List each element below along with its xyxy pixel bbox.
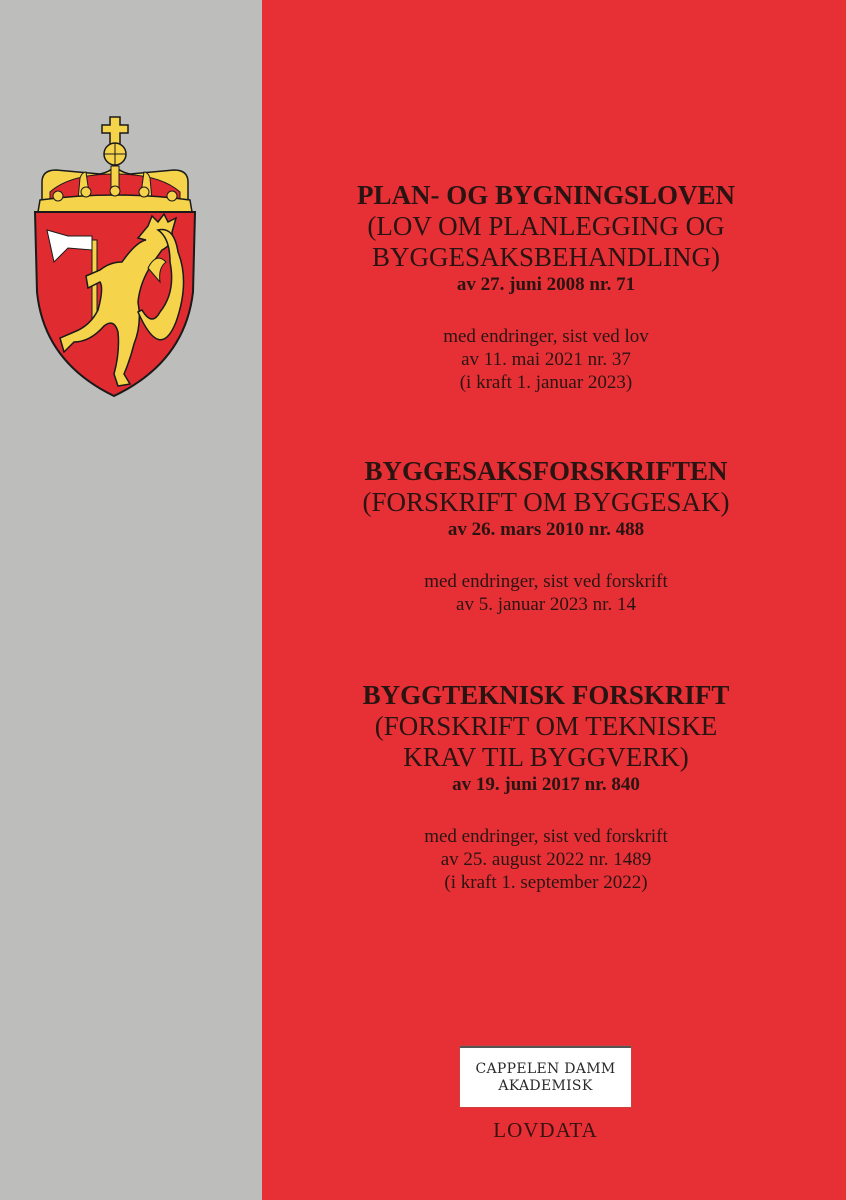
coat-of-arms-icon: [30, 112, 202, 402]
amendment-line: med endringer, sist ved forskrift: [424, 571, 668, 592]
section-title: PLAN- OG BYGNINGSLOVEN: [356, 180, 736, 210]
section-date: av 27. juni 2008 nr. 71: [456, 274, 636, 295]
section-date: av 19. juni 2017 nr. 840: [452, 774, 640, 795]
publisher-name-line: AKADEMISK: [498, 1077, 593, 1094]
section-subtitle-line: (FORSKRIFT OM TEKNISKE: [374, 711, 718, 741]
amendment-line: av 5. januar 2023 nr. 14: [456, 594, 636, 615]
publisher-logo: [460, 1046, 631, 1107]
amendment-line: (i kraft 1. januar 2023): [459, 372, 633, 393]
amendment-line: av 11. mai 2021 nr. 37: [461, 349, 631, 370]
publisher-name-line: CAPPELEN DAMM: [475, 1060, 616, 1077]
section-byggteknisk-forskrift: [300, 680, 792, 894]
amendment-line: (i kraft 1. september 2022): [444, 872, 648, 893]
section-subtitle-line: BYGGESAKSBEHANDLING): [372, 242, 720, 272]
amendment-line: av 25. august 2022 nr. 1489: [440, 849, 652, 870]
imprint-lovdata: LOVDATA: [493, 1118, 598, 1142]
amendment-line: med endringer, sist ved forskrift: [424, 826, 668, 847]
amendment-line: med endringer, sist ved lov: [443, 326, 649, 347]
section-date: av 26. mars 2010 nr. 488: [447, 519, 645, 540]
section-subtitle-line: KRAV TIL BYGGVERK): [403, 742, 689, 772]
section-subtitle-line: (LOV OM PLANLEGGING OG: [367, 211, 725, 241]
section-title: BYGGESAKSFORSKRIFTEN: [364, 456, 728, 486]
section-plan-og-bygningsloven: [300, 180, 792, 394]
section-byggesaksforskriften: [300, 456, 792, 616]
section-subtitle-line: (FORSKRIFT OM BYGGESAK): [362, 487, 730, 517]
section-title: BYGGTEKNISK FORSKRIFT: [362, 680, 730, 710]
